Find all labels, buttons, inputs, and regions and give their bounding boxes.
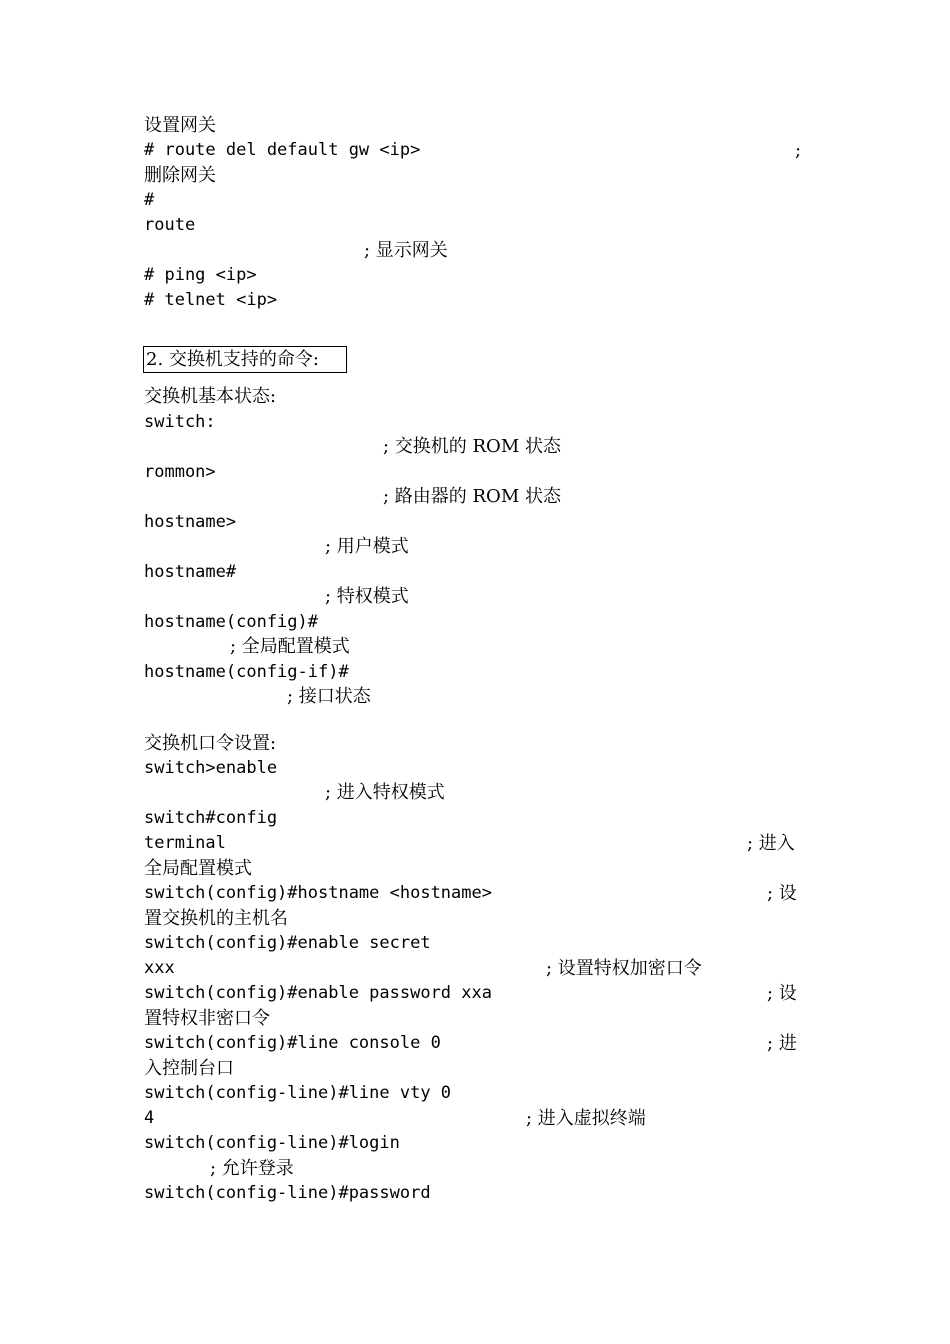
note-set-hostname: 置交换机的主机名 [144,908,288,929]
cmd-hostname-config-if: hostname(config-if)# [144,662,349,682]
note-switch-rom: ; 交换机的 ROM 状态 [383,436,561,457]
cmd-hostname-user: hostname> [144,512,237,532]
cmd-enable-password: switch(config)#enable password xxa [144,983,492,1003]
cmd-line-console: switch(config)#line console 0 [144,1033,441,1053]
cmd-route-del: # route del default gw <ip> [144,140,421,160]
password-heading: 交换机口令设置: [144,733,277,754]
note-enter: ; 进入 [747,833,795,854]
note-enter-console: 入控制台口 [144,1058,234,1079]
line-set-gateway: 设置网关 [144,115,216,136]
cmd-enable: switch>enable [144,758,278,778]
cmd-login: switch(config-line)#login [144,1133,400,1153]
cmd-hostname-priv: hostname# [144,562,237,582]
cmd-line-vty: switch(config-line)#line vty 0 [144,1083,452,1103]
note-show-gateway: ; 显示网关 [364,240,448,261]
note-allow-login: ; 允许登录 [210,1158,294,1179]
note-virtual-terminal: ; 进入虚拟终端 [526,1108,646,1129]
note-enter-priv: ; 进入特权模式 [325,782,445,803]
cmd-config: switch#config [144,808,278,828]
note-user-mode: ; 用户模式 [325,536,409,557]
note-set-plain-password: 置特权非密口令 [144,1008,270,1029]
note-set-2: ; 设 [767,983,797,1004]
cmd-hostname-config: hostname(config)# [144,612,318,632]
note-priv-mode: ; 特权模式 [325,586,409,607]
cmd-enable-secret: switch(config)#enable secret [144,933,431,953]
semicolon: ; [795,140,802,161]
note-router-rom: ; 路由器的 ROM 状态 [383,486,561,507]
note-global-config: ; 全局配置模式 [230,636,350,657]
cmd-switch: switch: [144,412,216,432]
note-interface-state: ; 接口状态 [287,686,371,707]
cmd-hostname-set: switch(config)#hostname <hostname> [144,883,492,903]
cmd-vty-4: 4 [144,1108,155,1128]
line-delete-gateway: 删除网关 [144,165,216,186]
cmd-password: switch(config-line)#password [144,1183,431,1203]
cmd-hash: # [144,190,155,210]
basic-state-heading: 交换机基本状态: [144,386,277,407]
cmd-ping: # ping <ip> [144,265,257,285]
cmd-terminal: terminal [144,833,226,853]
note-set-1: ; 设 [767,883,797,904]
cmd-telnet: # telnet <ip> [144,290,278,310]
section-title: 2. 交换机支持的命令: [143,346,347,373]
note-enter-2: ; 进 [767,1033,797,1054]
cmd-xxx: xxx [144,958,175,978]
note-global-config-mode: 全局配置模式 [144,858,252,879]
cmd-route: route [144,215,196,235]
note-set-secret: ; 设置特权加密口令 [546,958,702,979]
cmd-rommon: rommon> [144,462,216,482]
